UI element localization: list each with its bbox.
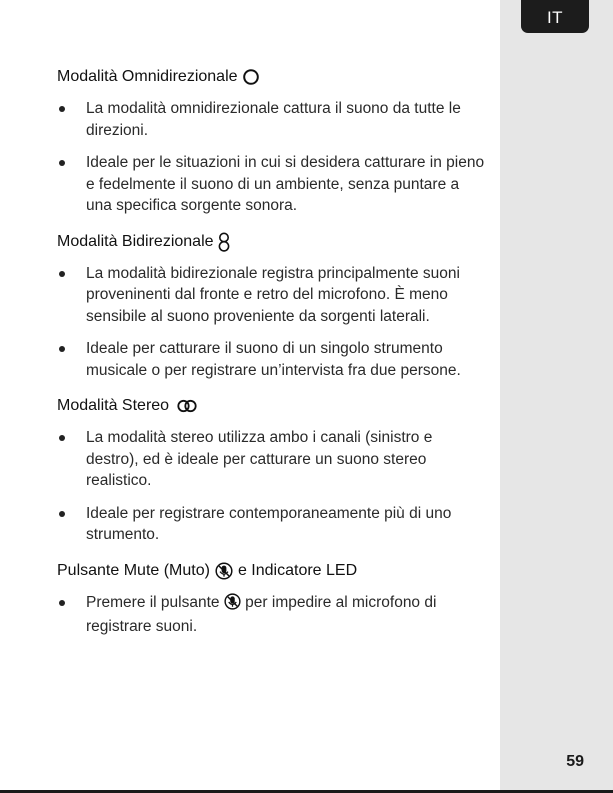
- section-heading: [57, 231, 489, 253]
- list-item: La modalità stereo utilizza ambo i canali (sinistro e destro), ed è ideale per catturare un suono stereo realistico.: [57, 427, 489, 492]
- list-item: La modalità omnidirezionale cattura il suono da tutte le direzioni.: [57, 98, 489, 141]
- section-mute: [57, 560, 489, 638]
- section-omnidirectional: [57, 66, 489, 217]
- bullet-icon: [59, 160, 65, 166]
- heading-text: Modalità Stereo: [57, 397, 170, 414]
- stereo-pattern-icon: [176, 399, 198, 413]
- section-stereo: [57, 395, 489, 546]
- bullet-icon: [59, 346, 65, 352]
- list-item: Ideale per catturare il suono di un singolo strumento musicale o per registrare un’intervista fra due persone.: [57, 338, 489, 381]
- bullet-icon: [59, 271, 65, 277]
- section-heading: [57, 560, 489, 582]
- mute-button-icon: [224, 593, 241, 617]
- omni-pattern-icon: [242, 68, 260, 86]
- list-item: La modalità bidirezionale registra principalmente suoni proveninenti dal fronte e retro del microfono. È meno sensibile al suono proveniente da sorgenti laterali.: [57, 263, 489, 328]
- heading-text-end: e Indicatore LED: [237, 561, 358, 579]
- heading-text: Modalità Omnidirezionale: [57, 68, 238, 85]
- side-margin-band: [500, 0, 613, 793]
- bullet-icon: [59, 435, 65, 441]
- bullet-icon: [59, 106, 65, 112]
- bidirectional-pattern-icon: [218, 232, 230, 252]
- bullet-icon: [59, 511, 65, 517]
- section-bidirectional: [57, 231, 489, 382]
- list-item: Ideale per registrare contemporaneamente più di uno strumento.: [57, 503, 489, 546]
- section-heading: [57, 66, 489, 88]
- language-tab: IT: [521, 0, 589, 33]
- mute-button-icon: [215, 562, 233, 580]
- heading-text-start: Pulsante Mute (Muto): [57, 561, 210, 579]
- list-item: Ideale per le situazioni in cui si desidera catturare in pieno e fedelmente il suono di un ambiente, senza puntare a una specifica sorgente sonora.: [57, 152, 489, 217]
- page-number: 59: [566, 753, 584, 770]
- section-heading: [57, 395, 489, 417]
- heading-text: Modalità Bidirezionale: [57, 232, 214, 250]
- list-item: Premere il pulsante per impedire al microfono di registrare suoni.: [57, 592, 489, 638]
- manual-content: [57, 66, 489, 652]
- bullet-icon: [59, 600, 65, 606]
